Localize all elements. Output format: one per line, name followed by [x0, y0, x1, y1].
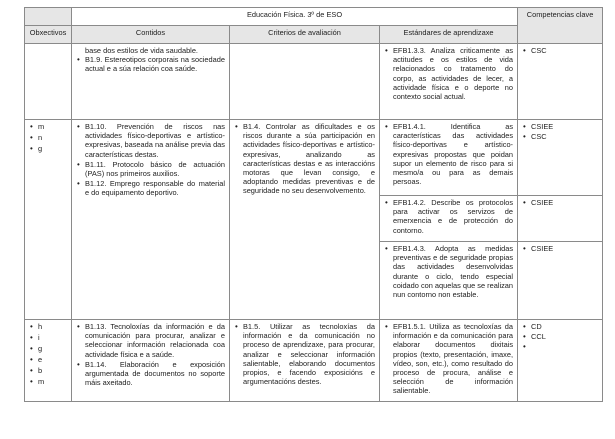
competencia-item: • CCL [522, 332, 598, 341]
criterios-cell [230, 320, 380, 402]
obxectivo-item: • m [29, 377, 67, 387]
obxectivos-cell [25, 320, 72, 402]
table-title: Educación Física. 3º de ESO [72, 8, 518, 26]
competencias-cell [518, 320, 603, 402]
contido-item: • B1.12. Emprego responsable do material e do equipamento deportivo. [76, 179, 225, 197]
contidos-continued-text: base dos estilos de vida saudable. [85, 46, 198, 55]
header-criterios: Criterios de avaliación [230, 26, 380, 44]
header-contidos: Contidos [72, 26, 230, 44]
criterios-cell [230, 120, 380, 320]
estandar-cell [380, 44, 518, 120]
criterios-cell [230, 44, 380, 120]
table-title-row [25, 8, 603, 26]
obxectivo-item: • b [29, 366, 67, 376]
header-competencias: Competencias clave [518, 8, 603, 44]
contido-item: • B1.14. Elaboración e exposición argumentada de documentos no soporte máis axeitado. [76, 360, 225, 388]
obxectivo-item: • g [29, 144, 67, 154]
contido-item: • B1.10. Prevención de riscos nas actividades físico-deportivas e artístico-expresivas, baseada na análise previa das características destas. [76, 122, 225, 159]
estandar-cell [380, 196, 518, 242]
estandar-cell [380, 320, 518, 402]
curriculum-table [24, 7, 603, 402]
obxectivo-item: • g [29, 344, 67, 354]
obxectivo-item: • i [29, 333, 67, 343]
contidos-cell [72, 120, 230, 320]
competencia-item: • CSIEE [522, 122, 598, 131]
competencias-cell [518, 196, 603, 242]
obxectivo-item: • h [29, 322, 67, 332]
competencia-item: • CSC [522, 46, 598, 55]
competencia-item [522, 342, 598, 351]
estandar-cell [380, 242, 518, 320]
column-header-row [25, 26, 603, 44]
header-obxectivos: Obxectivos [25, 26, 72, 44]
estandar-item: • EFB1.4.3. Adopta as medidas preventivas e de seguridade propias das actividades desenvolvidas durante o ciclo, tendo especial coidado con aquelas que se realizan nun contorno non estable. [384, 244, 513, 299]
obxectivos-cell [25, 44, 72, 120]
obxectivos-cell [25, 120, 72, 320]
obxectivo-item: • e [29, 355, 67, 365]
obxectivo-item: • m [29, 122, 67, 132]
estandar-item: • EFB1.4.2. Describe os protocolos para activar os servizos de emerxencia e de protección do contorno. [384, 198, 513, 235]
contido-item: • B1.9. Estereotipos corporais na sociedade actual e a súa relación coa saúde. [76, 55, 225, 73]
estandar-item: • EFB1.3.3. Analiza criticamente as actitudes e os estilos de vida relacionados co tratamento do corpo, as actividades de lecer, a actividade física e o deporte no contexto social actual. [384, 46, 513, 101]
table-row [25, 120, 603, 196]
competencia-item: • CSIEE [522, 244, 598, 253]
contidos-cell [72, 320, 230, 402]
contido-item: • B1.13. Tecnoloxías da información e da comunicación para procurar, analizar e seleccionar información relacionada coa actividade física e a saúde. [76, 322, 225, 359]
competencia-item: • CSIEE [522, 198, 598, 207]
competencias-cell [518, 120, 603, 196]
contidos-cell [72, 44, 230, 120]
header-estandares: Estándares de aprendizaxe [380, 26, 518, 44]
estandar-item: • EFB1.4.1. Identifica as características das actividades físico-deportivas e artístico-expresivas propostas que poidan supor un elemento de risco para si mesmo/a ou para as demais persoas. [384, 122, 513, 186]
competencias-cell [518, 242, 603, 320]
competencia-item: • CSC [522, 132, 598, 141]
competencia-item: • CD [522, 322, 598, 331]
table-row [25, 44, 603, 120]
estandar-item: • EFB1.5.1. Utiliza as tecnoloxías da información e da comunicación para elaborar documentos dixitais propios (texto, presentación, imaxe, vídeo, son, etc.), como resultado do proceso de procura, análise e selección de información salientable. [384, 322, 513, 396]
estandar-cell [380, 120, 518, 196]
obxectivo-item: • n [29, 133, 67, 143]
criterio-item: • B1.4. Controlar as dificultades e os riscos durante a súa participación en actividades físico-deportivas e artístico-expresivas, analizando as características destas e as interaccións motoras que levan consigo, e adoptando medidas preventivas e de seguridade no seu desenvolvemento. [234, 122, 375, 196]
contido-item: • B1.11. Protocolo básico de actuación (PAS) nos primeiros auxilios. [76, 160, 225, 178]
competencias-cell [518, 44, 603, 120]
table-row [25, 320, 603, 402]
header-blank-cell [25, 8, 72, 26]
criterio-item: • B1.5. Utilizar as tecnoloxías da información e da comunicación no proceso de aprendizaxe, para procurar, analizar e seleccionar información salientable, elaborando documentos propios, e facendo exposicións e argumentacións destes. [234, 322, 375, 386]
